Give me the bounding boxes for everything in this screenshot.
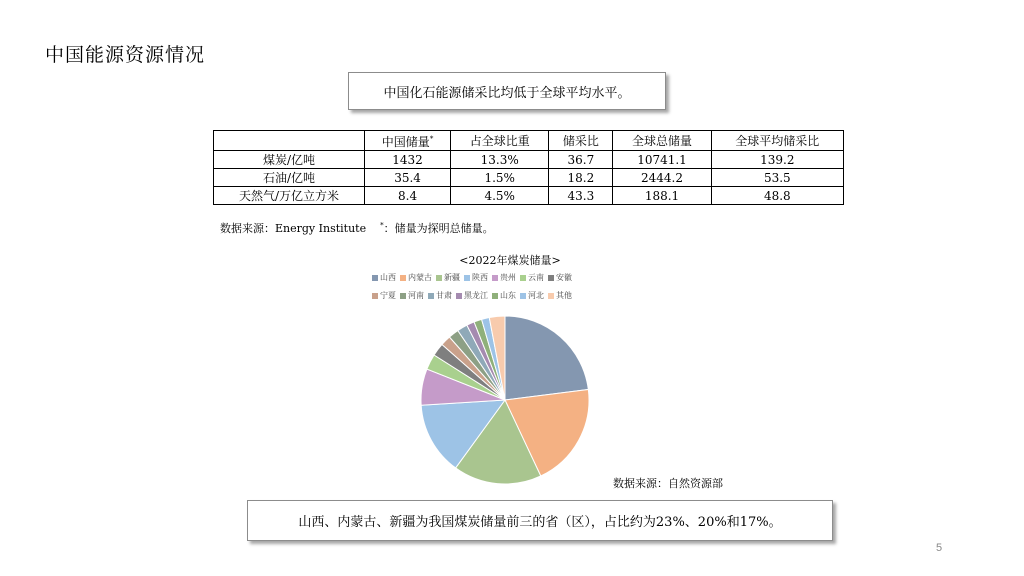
callout-bottom <box>247 500 833 541</box>
legend-swatch <box>436 275 442 281</box>
legend-item <box>436 272 460 283</box>
table-cell: 石油/亿吨 <box>214 169 365 187</box>
table-source-note: 数据来源：Energy Institute *：储量为探明总储量。 <box>220 221 494 235</box>
table-cell: 天然气/万亿立方米 <box>214 187 365 205</box>
legend-swatch <box>492 275 498 281</box>
legend-label: 新疆 <box>444 273 460 282</box>
table-cell: 139.2 <box>711 151 843 169</box>
legend-label: 内蒙古 <box>408 273 432 282</box>
legend-swatch <box>400 293 406 299</box>
table-header-cell: 占全球比重 <box>451 131 549 151</box>
table-cell: 1432 <box>365 151 451 169</box>
legend-swatch <box>428 293 434 299</box>
legend-swatch <box>456 293 462 299</box>
legend-swatch <box>548 275 554 281</box>
table-header-cell: 全球平均储采比 <box>711 131 843 151</box>
page-title: 中国能源资源情况 <box>45 44 206 66</box>
legend-label: 山西 <box>380 273 396 282</box>
callout-top-text: 中国化石能源储采比均低于全球平均水平。 <box>383 85 631 101</box>
legend-label: 山东 <box>500 291 516 300</box>
table-row <box>214 169 844 187</box>
callout-bottom-text: 山西、内蒙古、新疆为我国煤炭储量前三的省（区），占比约为23%、20%和17%。 <box>298 515 782 530</box>
table-cell: 43.3 <box>549 187 613 205</box>
table-cell: 53.5 <box>711 169 843 187</box>
legend-label: 安徽 <box>556 273 572 282</box>
table-cell: 35.4 <box>365 169 451 187</box>
legend-label: 河南 <box>408 291 424 300</box>
table-cell: 煤炭/亿吨 <box>214 151 365 169</box>
legend-item <box>492 272 516 283</box>
legend-item <box>548 272 572 283</box>
table-cell: 8.4 <box>365 187 451 205</box>
legend-label: 河北 <box>528 291 544 300</box>
chart-source-note: 数据来源：自然资源部 <box>613 477 723 490</box>
table-cell: 18.2 <box>549 169 613 187</box>
pie-slice-0 <box>505 316 588 400</box>
legend-swatch <box>400 275 406 281</box>
table-cell: 13.3% <box>451 151 549 169</box>
legend-label: 云南 <box>528 273 544 282</box>
legend-swatch <box>548 293 554 299</box>
table-header-cell: 中国储量* <box>365 131 451 151</box>
legend-item <box>548 290 572 301</box>
legend-item <box>464 272 488 283</box>
table-cell: 48.8 <box>711 187 843 205</box>
legend-label: 陕西 <box>472 273 488 282</box>
chart-title: <2022年煤炭储量> <box>459 254 561 267</box>
legend-item <box>520 290 544 301</box>
table-cell: 4.5% <box>451 187 549 205</box>
legend-item <box>400 290 424 301</box>
legend-item <box>372 272 396 283</box>
table-header-cell: 全球总储量 <box>613 131 711 151</box>
legend-swatch <box>372 293 378 299</box>
legend-label: 贵州 <box>500 273 516 282</box>
callout-top <box>348 72 666 110</box>
legend-item <box>400 272 432 283</box>
table-header-cell: 储采比 <box>549 131 613 151</box>
table-cell: 10741.1 <box>613 151 711 169</box>
legend-swatch <box>520 293 526 299</box>
table-row <box>214 187 844 205</box>
table-cell: 1.5% <box>451 169 549 187</box>
legend-label: 黑龙江 <box>464 291 488 300</box>
legend-swatch <box>464 275 470 281</box>
legend-swatch <box>520 275 526 281</box>
legend-item <box>520 272 544 283</box>
table-header-cell <box>214 131 365 151</box>
legend-label: 宁夏 <box>380 291 396 300</box>
table-cell: 36.7 <box>549 151 613 169</box>
header-star: * <box>429 135 434 143</box>
reserves-table <box>213 130 844 205</box>
legend-item <box>372 290 396 301</box>
legend-item <box>456 290 488 301</box>
legend-item <box>428 290 452 301</box>
legend-label: 其他 <box>556 291 572 300</box>
chart-legend <box>372 272 572 283</box>
legend-item <box>492 290 516 301</box>
table-header-row <box>214 131 844 151</box>
pie-chart <box>410 305 600 495</box>
table-cell: 188.1 <box>613 187 711 205</box>
page-number: 5 <box>936 542 943 554</box>
chart-legend <box>372 290 572 301</box>
legend-label: 甘肃 <box>436 291 452 300</box>
legend-swatch <box>372 275 378 281</box>
table-cell: 2444.2 <box>613 169 711 187</box>
footnote-star: * <box>380 221 384 230</box>
legend-swatch <box>492 293 498 299</box>
table-row <box>214 151 844 169</box>
